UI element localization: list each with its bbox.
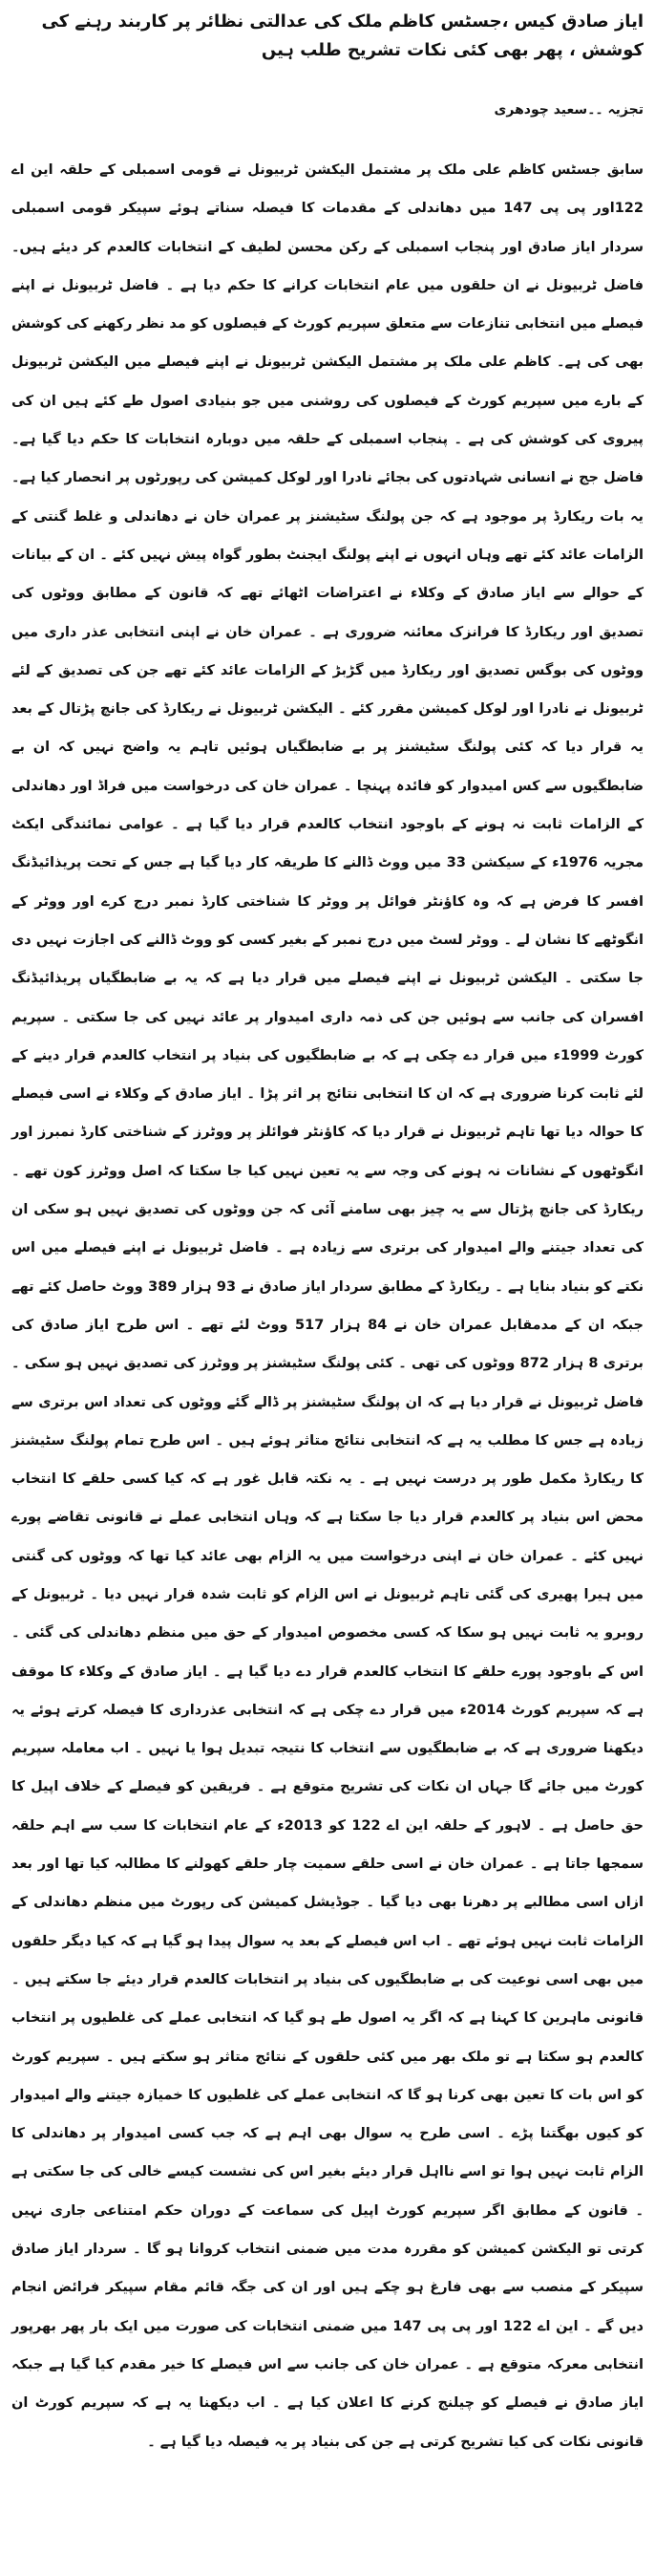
headline: ایاز صادق کیس ،جسٹس کاظم ملک کی عدالتی نظائر پر کاربند رہنے کی کوشش ، پھر بھی کئی نکات تشریح طلب ہیں [41,11,644,60]
article-body [11,151,644,2461]
byline: تجزیہ ۔۔سعید چودھری [494,102,644,118]
body-paragraph: سابق جسٹس کاظم علی ملک پر مشتمل الیکشن ٹربیونل نے قومی اسمبلی کے حلقہ این اے 122اور پی پی 147 میں دھاندلی کے مقدمات کا فیصلہ سناتے ہوئے سپیکر قومی اسمبلی سردار ایاز صادق اور پنجاب اسمبلی کے رکن محسن لطیف کے انتخابات کالعدم کر دیئے ہیں۔ فاضل ٹربیونل نے ان حلقوں میں عام انتخابات کرانے کا حکم دیا ہے ۔ فاضل ٹربیونل نے اپنے فیصلے میں انتخابی تنازعات سے متعلق سپریم کورٹ کے فیصلوں کو مد نظر رکھنے کی کوشش بھی کی ہے۔ کاظم علی ملک پر مشتمل الیکشن ٹربیونل نے اپنے فیصلے میں الیکشن ٹربیونل کے بارے میں سپریم کورٹ کے فیصلوں کی روشنی میں جو بنیادی اصول طے کئے ہیں ان کی پیروی کی کوشش کی ہے ۔ پنجاب اسمبلی کے حلقہ میں دوبارہ انتخابات کا حکم دیا گیا ہے۔ فاضل جج نے انسانی شہادتوں کی بجائے نادرا اور لوکل کمیشن کی رپورٹوں پر انحصار کیا ہے۔ یہ بات ریکارڈ پر موجود ہے کہ جن پولنگ سٹیشنز پر عمران خان نے دھاندلی و غلط گنتی کے الزامات عائد کئے تھے وہاں انہوں نے اپنے پولنگ ایجنٹ بطور گواہ پیش نہیں کئے ۔ ان کے بیانات کے حوالے سے ایاز صادق کے وکلاء نے اعتراضات اٹھائے تھے کہ قانون کے مطابق ووٹوں کی تصدیق اور ریکارڈ کا فرانزک معائنہ ضروری ہے ۔ عمران خان نے اپنی انتخابی عذر داری میں ووٹوں کی بوگس تصدیق اور ریکارڈ میں گڑبڑ کے الزامات عائد کئے تھے جن کی تصدیق کے لئے ٹربیونل نے نادرا اور لوکل کمیشن مقرر کئے ۔ الیکشن ٹربیونل نے ریکارڈ کی جانچ پڑتال کے بعد یہ قرار دیا کہ کئی پولنگ سٹیشنز پر بے ضابطگیاں ہوئیں تاہم یہ واضح نہیں کہ ان بے ضابطگیوں سے کس امیدوار کو فائدہ پہنچا ۔ عمران خان کی درخواست میں فراڈ اور دھاندلی کے الزامات ثابت نہ ہونے کے باوجود انتخاب کالعدم قرار دیا گیا ہے ۔ عوامی نمائندگی ایکٹ مجریہ 1976ء کے سیکشن 33 میں ووٹ ڈالنے کا طریقہ کار دیا گیا ہے جس کے تحت پریذائیڈنگ افسر کا فرض ہے کہ وہ کاؤنٹر فوائل پر ووٹر کا شناختی کارڈ نمبر درج کرے اور ووٹر کے انگوٹھے کا نشان لے ۔ ووٹر لسٹ میں درج نمبر کے بغیر کسی کو ووٹ ڈالنے کی اجازت نہیں دی جا سکتی ۔ الیکشن ٹربیونل نے اپنے فیصلے میں قرار دیا ہے کہ یہ بے ضابطگیاں پریذائیڈنگ افسران کی جانب سے ہوئیں جن کی ذمہ داری امیدوار پر عائد نہیں کی جا سکتی ۔ سپریم کورٹ 1999ء میں قرار دے چکی ہے کہ بے ضابطگیوں کی بنیاد پر انتخاب کالعدم قرار دینے کے لئے ثابت کرنا ضروری ہے کہ ان کا انتخابی نتائج پر اثر پڑا ۔ ایاز صادق کے وکلاء نے اسی فیصلے کا حوالہ دیا تھا تاہم ٹربیونل نے قرار دیا کہ کاؤنٹر فوائلز پر ووٹرز کے شناختی کارڈ نمبرز اور انگوٹھوں کے نشانات نہ ہونے کی وجہ سے یہ تعین نہیں کیا جا سکتا کہ اصل ووٹرز کون تھے ۔ ریکارڈ کی جانچ پڑتال سے یہ چیز بھی سامنے آئی کہ جن ووٹوں کی تصدیق نہیں ہو سکی ان کی تعداد جیتنے والے امیدوار کی برتری سے زیادہ ہے ۔ فاضل ٹربیونل نے اپنے فیصلے میں اس نکتے کو بنیاد بنایا ہے ۔ ریکارڈ کے مطابق سردار ایاز صادق نے 93 ہزار 389 ووٹ حاصل کئے تھے جبکہ ان کے مدمقابل عمران خان نے 84 ہزار 517 ووٹ لئے تھے ۔ اس طرح ایاز صادق کی برتری 8 ہزار 872 ووٹوں کی تھی ۔ کئی پولنگ سٹیشنز پر ووٹرز کی تصدیق نہیں ہو سکی ۔ فاضل ٹربیونل نے قرار دیا ہے کہ ان پولنگ سٹیشنز پر ڈالے گئے ووٹوں کی تعداد اس برتری سے زیادہ ہے جس کا مطلب یہ ہے کہ انتخابی نتائج متاثر ہوئے ہیں ۔ اس طرح تمام پولنگ سٹیشنز کا ریکارڈ مکمل طور پر درست نہیں ہے ۔ یہ نکتہ قابل غور ہے کہ کیا کسی حلقے کا انتخاب محض اس بنیاد پر کالعدم قرار دیا جا سکتا ہے کہ وہاں انتخابی عملے نے قانونی تقاضے پورے نہیں کئے ۔ عمران خان نے اپنی درخواست میں یہ الزام بھی عائد کیا تھا کہ ووٹوں کی گنتی میں ہیرا پھیری کی گئی تاہم ٹربیونل نے اس الزام کو ثابت شدہ قرار نہیں دیا ۔ ٹربیونل کے روبرو یہ ثابت نہیں ہو سکا کہ کسی مخصوص امیدوار کے حق میں منظم دھاندلی کی گئی ۔ اس کے باوجود پورے حلقے کا انتخاب کالعدم قرار دے دیا گیا ہے ۔ ایاز صادق کے وکلاء کا موقف ہے کہ سپریم کورٹ 2014ء میں قرار دے چکی ہے کہ انتخابی عذرداری کا فیصلہ کرتے ہوئے یہ دیکھنا ضروری ہے کہ بے ضابطگیوں سے انتخاب کا نتیجہ تبدیل ہوا یا نہیں ۔ اب معاملہ سپریم کورٹ میں جائے گا جہاں ان نکات کی تشریح متوقع ہے ۔ فریقین کو فیصلے کے خلاف اپیل کا حق حاصل ہے ۔ لاہور کے حلقہ این اے 122 کو 2013ء کے عام انتخابات کا سب سے اہم حلقہ سمجھا جاتا ہے ۔ عمران خان نے اسی حلقے سمیت چار حلقے کھولنے کا مطالبہ کیا تھا اور بعد ازاں اسی مطالبے پر دھرنا بھی دیا گیا ۔ جوڈیشل کمیشن کی رپورٹ میں منظم دھاندلی کے الزامات ثابت نہیں ہوئے تھے ۔ اب اس فیصلے کے بعد یہ سوال پیدا ہو گیا ہے کہ کیا دیگر حلقوں میں بھی اسی نوعیت کی بے ضابطگیوں کی بنیاد پر انتخابات کالعدم قرار دیئے جا سکتے ہیں ۔ قانونی ماہرین کا کہنا ہے کہ اگر یہ اصول طے ہو گیا کہ انتخابی عملے کی غلطیوں پر انتخاب کالعدم ہو سکتا ہے تو ملک بھر میں کئی حلقوں کے نتائج متاثر ہو سکتے ہیں ۔ سپریم کورٹ کو اس بات کا تعین بھی کرنا ہو گا کہ انتخابی عملے کی غلطیوں کا خمیازہ جیتنے والے امیدوار کو کیوں بھگتنا پڑے ۔ اسی طرح یہ سوال بھی اہم ہے کہ جب کسی امیدوار پر دھاندلی کا الزام ثابت نہیں ہوا تو اسے نااہل قرار دیئے بغیر اس کی نشست کیسے خالی کی جا سکتی ہے ۔ قانون کے مطابق اگر سپریم کورٹ اپیل کی سماعت کے دوران حکم امتناعی جاری نہیں کرتی تو الیکشن کمیشن کو مقررہ مدت میں ضمنی انتخاب کروانا ہو گا ۔ سردار ایاز صادق سپیکر کے منصب سے بھی فارغ ہو چکے ہیں اور ان کی جگہ قائم مقام سپیکر فرائض انجام دیں گے ۔ این اے 122 اور پی پی 147 میں ضمنی انتخابات کی صورت میں ایک بار پھر بھرپور انتخابی معرکہ متوقع ہے ۔ عمران خان کی جانب سے اس فیصلے کا خیر مقدم کیا گیا ہے جبکہ ایاز صادق نے فیصلے کو چیلنج کرنے کا اعلان کیا ہے ۔ اب دیکھنا یہ ہے کہ سپریم کورٹ ان قانونی نکات کی کیا تشریح کرتی ہے جن کی بنیاد پر یہ فیصلہ دیا گیا ہے ۔ [11,162,644,2450]
